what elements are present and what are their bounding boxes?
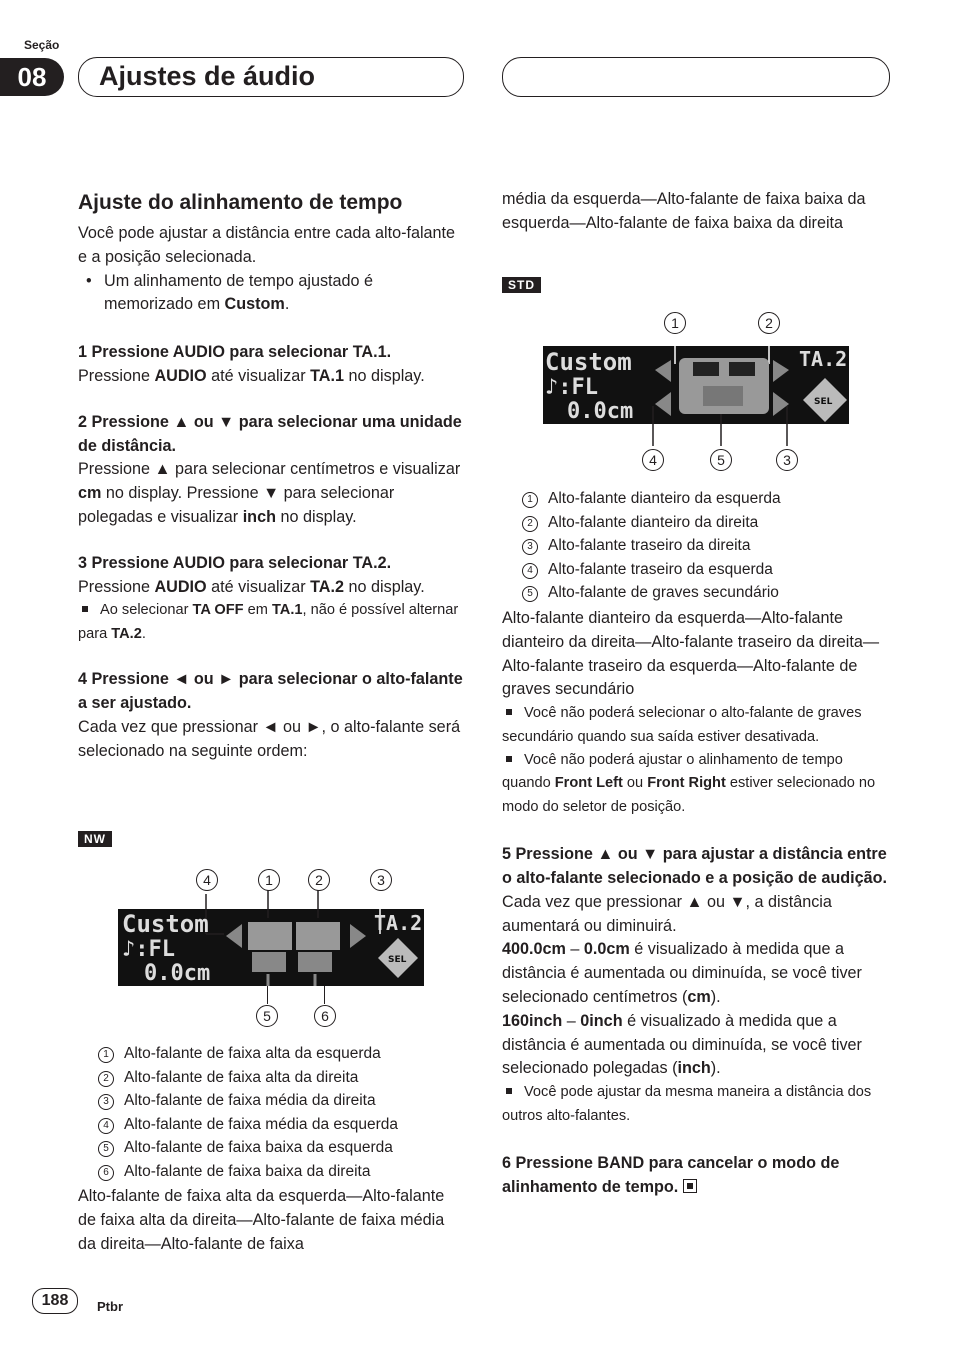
- lcd-line2: ♪:FL: [122, 937, 175, 962]
- section-heading: Ajuste do alinhamento de tempo: [78, 191, 403, 214]
- nw-tag: NW: [78, 830, 112, 848]
- lcd-ta: TA.2: [374, 911, 423, 935]
- language-code: Ptbr: [97, 1299, 123, 1314]
- step-5-body: Cada vez que pressionar ▲ ou ▼, a distância aumentará ou diminuirá.: [502, 892, 832, 935]
- note-1: Ao selecionar TA OFF em TA.1, não é possível alternar para TA.2.: [78, 602, 459, 642]
- speaker-fl-icon: [248, 922, 292, 950]
- step-1-title: 1 Pressione AUDIO para selecionar TA.1.: [78, 343, 392, 362]
- note-4: Você pode ajustar da mesma maneira a distância dos outros alto-falantes.: [502, 1084, 872, 1124]
- speaker-low-left-icon: [252, 952, 286, 972]
- legend-item: 4 Alto-falante traseiro da esquerda: [502, 558, 892, 582]
- legend-item: 4 Alto-falante de faixa média da esquerda: [78, 1113, 468, 1137]
- speaker-fr-icon: [296, 922, 340, 950]
- step-3-body: Pressione AUDIO até visualizar TA.2 no display.: [78, 577, 425, 596]
- legend-std: [502, 487, 892, 605]
- callout-1: 1: [258, 869, 280, 891]
- legend-item: 1 Alto-falante de faixa alta da esquerda: [78, 1042, 468, 1066]
- note-square-icon: [82, 606, 88, 612]
- end-mark-icon: [683, 1179, 697, 1193]
- sequence-nw: Alto-falante de faixa alta da esquerda—Alto-falante de faixa alta da direita—Alto-falante de faixa média da direita—Alto-falante de faixa: [78, 1187, 445, 1253]
- callout-3: 3: [370, 869, 392, 891]
- svg-text:0.0cm: 0.0cm: [567, 399, 634, 424]
- callout-line-5: [267, 986, 268, 1004]
- note-2: Você não poderá selecionar o alto-falante de graves secundário quando sua saída estiver desativada.: [502, 705, 862, 745]
- bullet-item: • Um alinhamento de tempo ajustado é memorizado em Custom.: [78, 270, 466, 318]
- callout-5: 5: [710, 449, 732, 471]
- callout-4: 4: [196, 869, 218, 891]
- step-2-body: Pressione ▲ para selecionar centímetros e visualizar cm no display. Pressione ▼ para selecionar polegadas e visualizar inch no display.: [78, 460, 461, 526]
- lcd-line3: 0.0cm: [144, 961, 211, 986]
- legend-item: 5 Alto-falante de graves secundário: [502, 581, 892, 605]
- sequence-std: Alto-falante dianteiro da esquerda—Alto-falante dianteiro da direita—Alto-falante traseiro da direita—Alto-falante traseiro da esquerda—Alto-falante de graves secundário: [502, 609, 880, 699]
- legend-item: 3 Alto-falante de faixa média da direita: [78, 1089, 468, 1113]
- callout-1: 1: [664, 312, 686, 334]
- section-label: Seção: [24, 38, 60, 52]
- inch-range-text: 160inch – 0inch é visualizado à medida que a distância é aumentada ou diminuída, se você tiver selecionado polegadas (inch).: [502, 1011, 862, 1078]
- callout-4: 4: [642, 449, 664, 471]
- header-empty-box: [502, 57, 890, 97]
- chapter-title-box: [78, 57, 464, 97]
- callout-2: 2: [308, 869, 330, 891]
- chapter-title: Ajustes de áudio: [99, 61, 316, 91]
- right-column-top: média da esquerda—Alto-falante de faixa baixa da esquerda—Alto-falante de faixa baixa da direita: [502, 190, 866, 232]
- callout-6: 6: [314, 1005, 336, 1027]
- note-square-icon: [506, 709, 512, 715]
- svg-text:TA.2: TA.2: [799, 347, 848, 371]
- svg-text:♪:FL: ♪:FL: [545, 375, 598, 400]
- std-tag: STD: [502, 276, 541, 294]
- page-number: 188: [32, 1288, 78, 1314]
- svg-text:SEL: SEL: [388, 955, 407, 965]
- legend-nw: [78, 1042, 468, 1184]
- legend-item: 6 Alto-falante de faixa baixa da direita: [78, 1160, 468, 1184]
- callout-line-6: [324, 986, 325, 1004]
- legend-item: 2 Alto-falante dianteiro da direita: [502, 511, 892, 535]
- svg-text:Custom: Custom: [545, 348, 632, 376]
- callout-3: 3: [776, 449, 798, 471]
- legend-item: 1 Alto-falante dianteiro da esquerda: [502, 487, 892, 511]
- note-square-icon: [506, 756, 512, 762]
- svg-text:SEL: SEL: [814, 397, 833, 407]
- step-1-body: Pressione AUDIO até visualizar TA.1 no display.: [78, 366, 425, 385]
- speaker-low-right-icon: [298, 952, 332, 972]
- section-number: 08: [0, 58, 64, 96]
- legend-item: 2 Alto-falante de faixa alta da direita: [78, 1066, 468, 1090]
- note-square-icon: [506, 1088, 512, 1094]
- legend-item: 3 Alto-falante traseiro da direita: [502, 534, 892, 558]
- cm-range-text: 400.0cm – 0.0cm é visualizado à medida que a distância é aumentada ou diminuída, se você tiver selecionado centímetros (cm).: [502, 940, 862, 1006]
- step-5-title: 5 Pressione ▲ ou ▼ para ajustar a distância entre o alto-falante selecionado e a posição de audição.: [502, 845, 888, 888]
- step-6-title: 6 Pressione BAND para cancelar o modo de alinhamento de tempo.: [502, 1154, 840, 1196]
- subwoofer-icon: [703, 386, 743, 406]
- note-3: Você não poderá ajustar o alinhamento de tempo quando Front Left ou Front Right estiver selecionado no modo do seletor de posição.: [502, 752, 876, 815]
- lcd-line1: Custom: [122, 910, 209, 938]
- left-column: [78, 190, 466, 763]
- legend-item: 5 Alto-falante de faixa baixa da esquerda: [78, 1136, 468, 1160]
- step-4-title: 4 Pressione ◄ ou ► para selecionar o alto-falante a ser ajustado.: [78, 670, 463, 712]
- step-3-title: 3 Pressione AUDIO para selecionar TA.2.: [78, 553, 392, 572]
- step-2-title: 2 Pressione ▲ ou ▼ para selecionar uma unidade de distância.: [78, 412, 462, 455]
- callout-5: 5: [256, 1005, 278, 1027]
- lcd-display-std: [543, 334, 849, 446]
- lcd-display-nw: [118, 890, 424, 986]
- intro-text: Você pode ajustar a distância entre cada alto-falante e a posição selecionada.: [78, 224, 456, 266]
- step-4-body: Cada vez que pressionar ◄ ou ►, o alto-falante será selecionado na seguinte ordem:: [78, 717, 461, 760]
- callout-2: 2: [758, 312, 780, 334]
- right-column: [502, 607, 892, 1200]
